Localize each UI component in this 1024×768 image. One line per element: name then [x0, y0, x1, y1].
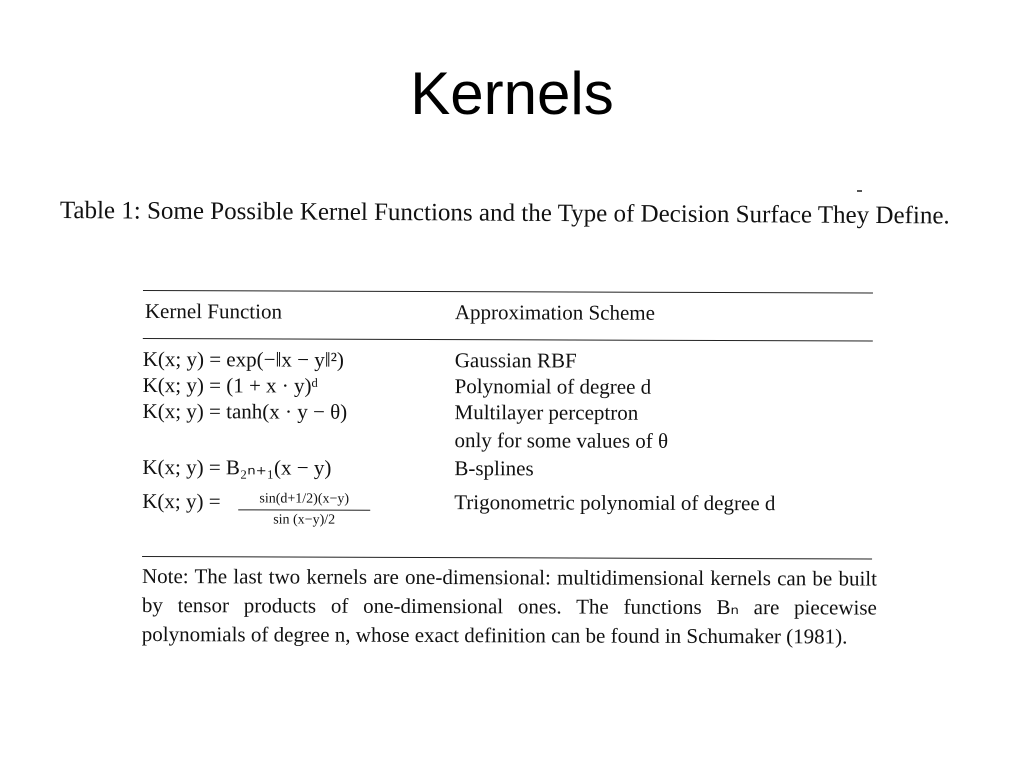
column-header-kernel-function: Kernel Function — [144, 299, 283, 324]
table-bottom-rule — [142, 556, 872, 560]
table-top-rule — [143, 290, 873, 294]
kernel-table — [141, 286, 878, 649]
kernel-polynomial: K(x; y) = (1 + x · y)ᵈ — [142, 372, 319, 398]
scan-speck — [857, 190, 862, 192]
kernel-tanh: K(x; y) = tanh(x · y − θ) — [142, 398, 348, 424]
scheme-multilayer-line2: only for some values of θ — [454, 428, 669, 453]
kernel-trig-fraction — [234, 491, 374, 528]
column-header-approximation-scheme: Approximation Scheme — [454, 300, 655, 325]
kernel-bspline: K(x; y) = B₂ₙ₊₁(x − y) — [142, 454, 332, 480]
fraction-bar — [238, 509, 370, 510]
scheme-gaussian: Gaussian RBF — [454, 348, 577, 373]
table-note: Note: The last two kernels are one-dimensional: multidimensional kernels can be built by tensor products of one-dimensional ones. The functions Bₙ are piecewise polynomials of degree n, whose exact definition can be found in Schumaker (1981). — [141, 563, 878, 649]
scheme-multilayer: Multilayer perceptron — [454, 400, 639, 425]
table-caption: Table 1: Some Possible Kernel Functions and the Type of Decision Surface They Define. — [59, 196, 950, 230]
scheme-bspline: B-splines — [454, 456, 534, 481]
slide-title: Kernels — [410, 60, 614, 127]
kernel-trig-prefix: K(x; y) = — [142, 488, 221, 514]
scheme-polynomial: Polynomial of degree d — [454, 374, 652, 399]
kernel-trig-denominator: sin (x−y)/2 — [273, 512, 336, 528]
kernel-trig-numerator: sin(d+1/2)(x−y) — [259, 491, 350, 507]
kernel-gaussian: K(x; y) = exp(−‖x − y‖²) — [142, 346, 344, 372]
scheme-trigonometric: Trigonometric polynomial of degree d — [454, 490, 776, 516]
table-header-rule — [143, 338, 873, 342]
